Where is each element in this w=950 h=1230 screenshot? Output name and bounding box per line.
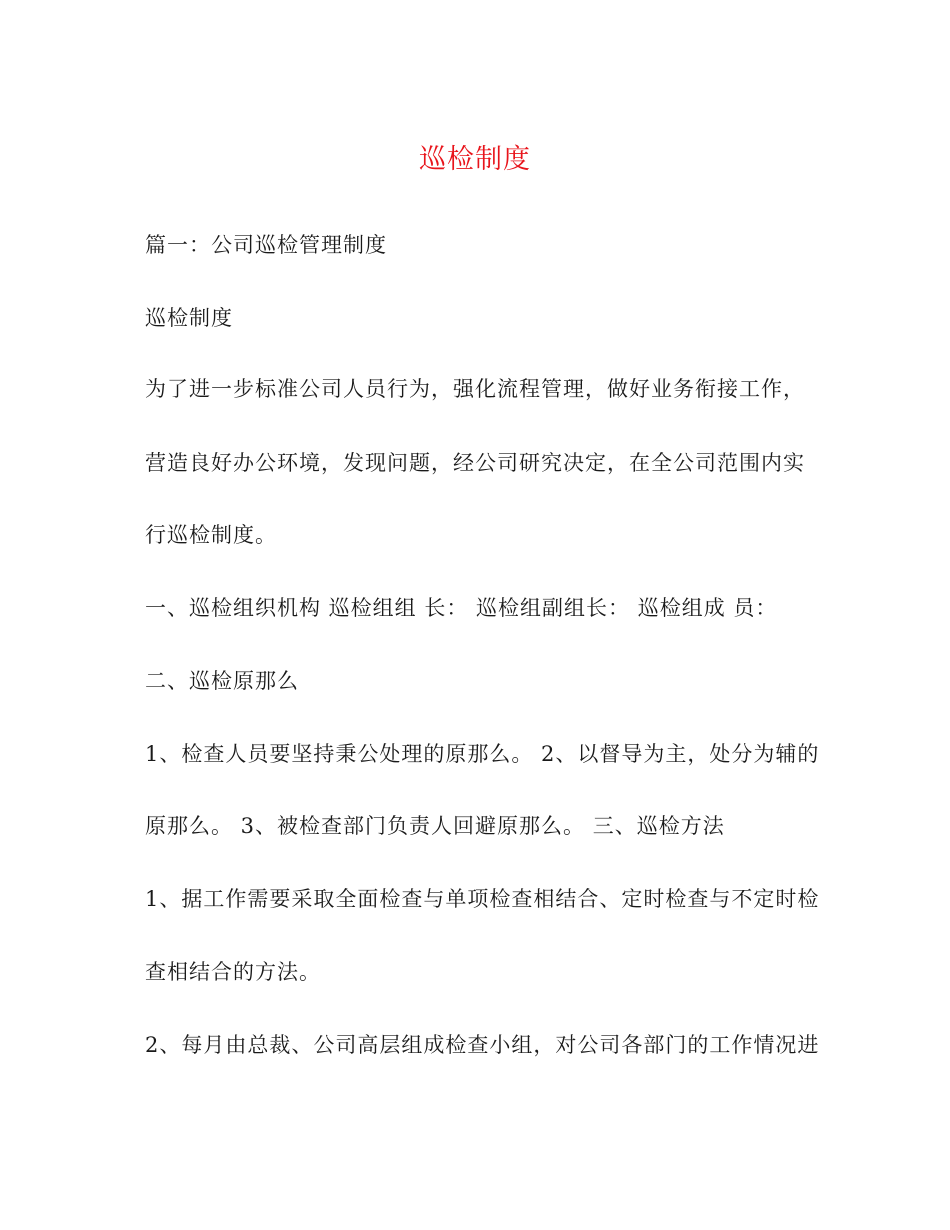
section-heading: 篇一：公司巡检管理制度 [145, 233, 387, 257]
paragraph-line: 查相结合的方法。 [145, 960, 321, 984]
paragraph-line: 为了进一步标准公司人员行为，强化流程管理，做好业务衔接工作， [145, 377, 805, 401]
paragraph-line: 原那么。 3、被检查部门负责人回避原那么。 三、巡检方法 [145, 814, 725, 838]
paragraph-line: 营造良好办公环境，发现问题，经公司研究决定，在全公司范围内实 [145, 451, 805, 475]
paragraph-line: 一、巡检组织机构 巡检组组 长： 巡检组副组长： 巡检组成 员： [145, 596, 778, 620]
paragraph-line: 二、巡检原那么 [145, 669, 299, 693]
sub-title: 巡检制度 [145, 306, 233, 330]
paragraph-line: 1、据工作需要采取全面检查与单项检查相结合、定时检查与不定时检 [145, 887, 820, 911]
paragraph-line: 2、每月由总裁、公司高层组成检查小组，对公司各部门的工作情况进 [145, 1033, 820, 1057]
document-title: 巡检制度 [419, 144, 531, 175]
paragraph-line: 1、检查人员要坚持秉公处理的原那么。 2、以督导为主，处分为辅的 [145, 742, 820, 766]
paragraph-line: 行巡检制度。 [145, 523, 277, 547]
